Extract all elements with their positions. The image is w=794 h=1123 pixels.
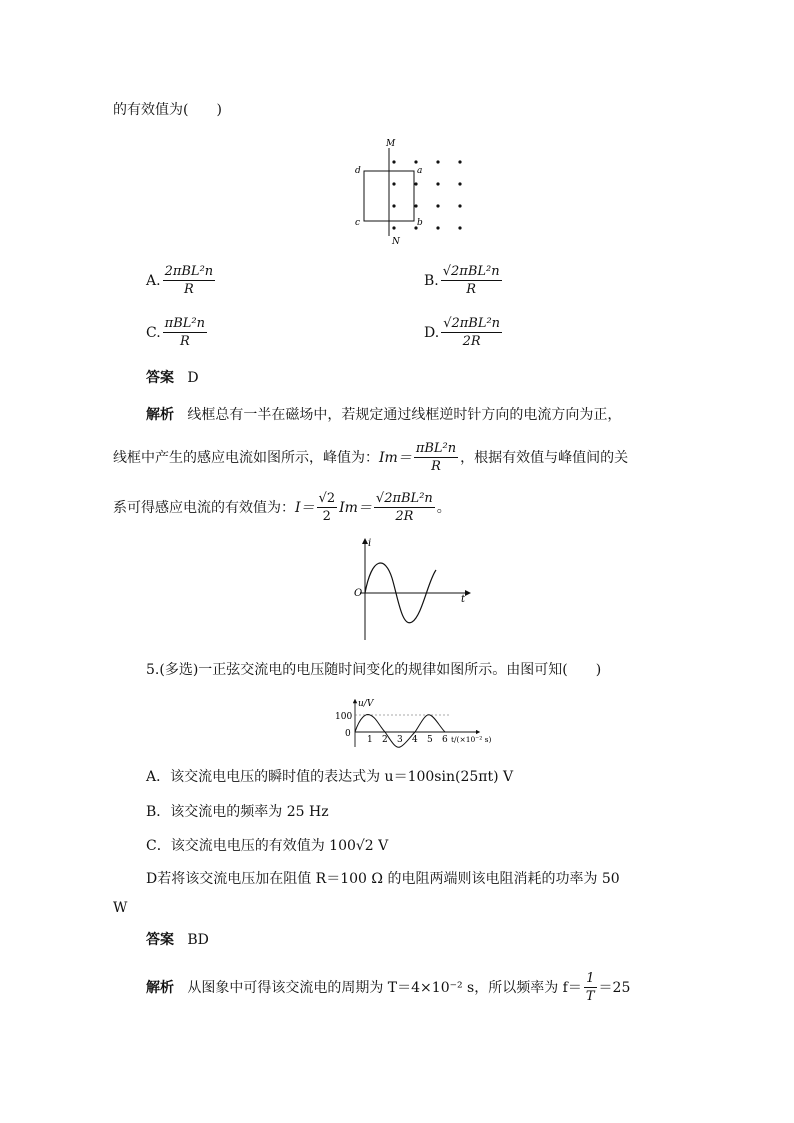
origin-label: O bbox=[354, 588, 363, 599]
y-tick-100: 100 bbox=[335, 712, 353, 722]
option-b-denominator: R bbox=[466, 282, 477, 297]
x-tick-6: 6 bbox=[442, 735, 448, 745]
q5-analysis-text: 从图象中可得该交流电的周期为 T＝4×10⁻² s，所以频率为 f＝ bbox=[187, 979, 582, 996]
peak-symbol-2: Im＝ bbox=[339, 499, 372, 516]
label-a: a bbox=[417, 166, 423, 176]
x-tick-1: 1 bbox=[367, 735, 373, 745]
current-time-graph bbox=[350, 536, 475, 642]
q5-analysis-label: 解析 bbox=[146, 979, 174, 996]
effective-denominator: 2R bbox=[395, 509, 414, 524]
origin-zero: 0 bbox=[345, 729, 351, 739]
option-c[interactable] bbox=[146, 315, 209, 350]
analysis-text-3a: 系可得感应电流的有效值为： bbox=[113, 499, 295, 516]
x-axis-label: t/(×10⁻² s) bbox=[451, 735, 492, 744]
option-c-denominator: R bbox=[179, 334, 190, 349]
freq-numerator: 1 bbox=[584, 970, 597, 988]
q4-analysis-line3 bbox=[113, 490, 451, 525]
y-axis-label: u/V bbox=[358, 699, 374, 709]
x-tick-4: 4 bbox=[412, 735, 418, 745]
x-tick-2: 2 bbox=[382, 735, 388, 745]
label-b: b bbox=[417, 218, 423, 228]
q5-option-c[interactable]: C．该交流电电压的有效值为 100√2 V bbox=[146, 838, 389, 854]
analysis-text-2b: ，根据有效值与峰值间的关 bbox=[460, 449, 629, 466]
voltage-time-graph bbox=[330, 697, 500, 749]
peak-current-symbol: Im＝ bbox=[379, 449, 412, 466]
ratio-denominator: 2 bbox=[322, 509, 331, 524]
option-a-numerator: 2πBL²n bbox=[164, 264, 214, 279]
label-c: c bbox=[355, 218, 361, 228]
analysis-end-mark: 。 bbox=[436, 499, 451, 516]
q5-analysis-end: ＝25 bbox=[598, 979, 631, 996]
analysis-text-2a: 线框中产生的感应电流如图所示，峰值为： bbox=[113, 449, 379, 466]
answer-label: 答案 bbox=[146, 370, 174, 386]
x-tick-5: 5 bbox=[427, 735, 433, 745]
q4-analysis-line2 bbox=[113, 440, 628, 475]
option-a-prefix: A. bbox=[146, 272, 161, 289]
option-a-denominator: R bbox=[183, 282, 194, 297]
option-d-numerator: √2πBL²n bbox=[443, 316, 501, 331]
label-d: d bbox=[355, 166, 361, 176]
q4-answer bbox=[146, 368, 199, 388]
effective-current-symbol: I＝ bbox=[295, 499, 315, 516]
q5-analysis bbox=[146, 970, 630, 1005]
option-a[interactable] bbox=[146, 263, 217, 298]
loop-field-figure bbox=[352, 138, 472, 248]
option-b[interactable] bbox=[424, 263, 504, 298]
ratio-numerator: √2 bbox=[318, 491, 336, 506]
question-5-stem: 5.(多选)一正弦交流电的电压随时间变化的规律如图所示。由图可知( ) bbox=[146, 662, 602, 678]
question-4-stem-tail: 的有效值为( ) bbox=[113, 102, 222, 118]
option-d[interactable] bbox=[424, 315, 504, 350]
q5-option-d-line1[interactable]: D若将该交流电压加在阻值 R＝100 Ω 的电阻两端则该电阻消耗的功率为 50 bbox=[146, 871, 620, 887]
freq-denominator: T bbox=[585, 989, 595, 1004]
axis-i-label: i bbox=[368, 538, 372, 549]
peak-numerator: πBL²n bbox=[415, 441, 457, 456]
q5-option-d-line2[interactable]: W bbox=[113, 900, 128, 916]
analysis-label: 解析 bbox=[146, 407, 174, 423]
analysis-text-1: 线框总有一半在磁场中，若规定通过线框逆时针方向的电流方向为正， bbox=[187, 407, 622, 423]
peak-denominator: R bbox=[431, 459, 441, 474]
label-M: M bbox=[386, 139, 396, 149]
q4-analysis-line1 bbox=[146, 405, 621, 425]
option-b-prefix: B. bbox=[424, 272, 439, 289]
option-d-denominator: 2R bbox=[462, 334, 481, 349]
axis-t-label: t bbox=[461, 594, 466, 605]
option-c-prefix: C. bbox=[146, 324, 161, 341]
answer-value: D bbox=[187, 370, 199, 386]
option-c-numerator: πBL²n bbox=[164, 316, 205, 331]
q5-answer-label: 答案 bbox=[146, 932, 174, 948]
x-tick-3: 3 bbox=[397, 735, 403, 745]
q5-option-a[interactable]: A．该交流电电压的瞬时值的表达式为 u＝100sin(25πt) V bbox=[146, 769, 514, 785]
q5-answer bbox=[146, 930, 209, 950]
option-b-numerator: √2πBL²n bbox=[442, 264, 500, 279]
option-d-prefix: D. bbox=[424, 324, 440, 341]
label-N: N bbox=[392, 237, 400, 247]
q5-answer-value: BD bbox=[187, 932, 209, 948]
effective-numerator: √2πBL²n bbox=[375, 491, 433, 506]
q5-option-b[interactable]: B．该交流电的频率为 25 Hz bbox=[146, 804, 329, 820]
